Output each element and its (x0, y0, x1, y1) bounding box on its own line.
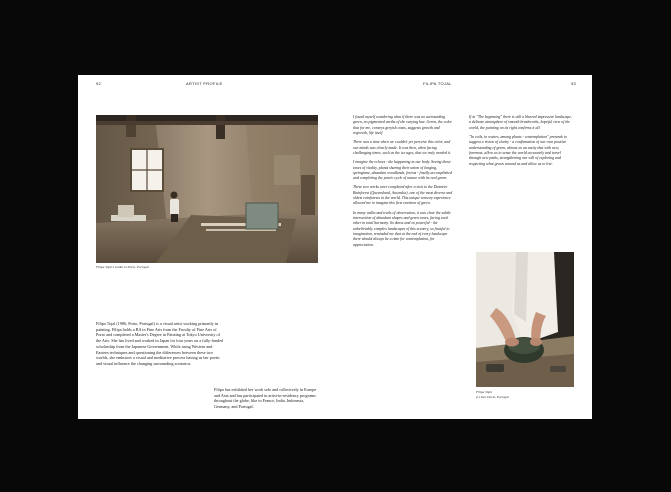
artist-portrait-photo (476, 252, 574, 387)
bio-column-1 (96, 321, 224, 370)
right-page-number: 93 (571, 81, 577, 86)
bio-column-2 (214, 387, 320, 413)
essay-paragraph: "In coils, in waters, among plants - contemplation" pretends to suggest a vision of clarity - a confirmation of our own positive understanding of green, almost as an entity that with new, foremost, allow us to sense the world accurately and travel through new paths, strengthening our will of exploring and respecting what grows around us and allow us to live. (469, 134, 567, 166)
studio-photo-caption: Filipa Tojal's studio in Porto, Portugal (96, 265, 149, 269)
essay-paragraph: These two works were completed after a visit to the Daintree Rainforest (Queensland, Australia), one of the most diverse and oldest rainforests in the world. This unique sensory experience allowed me to imagine this first envision of green. (353, 185, 453, 206)
essay-paragraph: In many walks and trails of observation, it was clear the subtle intersection of abundant shapes and green tones, facing each other in total harmony. So dense and so powerful - the unbelievably complex landscapes of this scenery, so fruitful to imagination, reminded me that at the end of every landscape there should always be a time for contemplation, for appreciation. (353, 210, 451, 247)
portrait-caption-line-1: Filipa Tojal (476, 390, 492, 394)
essay-paragraph: There was a time when we couldn't yet perceive this color, and our minds was clearly made. It was then, when facing challenging times, such as the ice ages, that we truly needed it. (353, 140, 452, 155)
studio-photo (96, 115, 318, 263)
essay-paragraph: I imagine the echoes - the happening in our body. Seeing those tones of vitality, plants sharing their union of longing, springtime, abundant woodlands, forests - finally accomplished and completing the poetic cycle of nature with its real green. (353, 160, 452, 181)
left-page (78, 75, 335, 419)
left-running-head: ARTIST PROFILE (186, 81, 223, 86)
essay-column-1 (353, 115, 455, 252)
bio-paragraph-1: Filipa Tojal (1986, Porto, Portugal) is a visual artist working primarily in painting. Filipa holds a BA in Fine Arts from the Faculty of Fine Arts of Porto and completed a Master's Degree in Painting at Tokyo University of the Arts. She has lived and worked in Japan for four years on a fully-funded scholarship from the Japanese Government. While using Western and Eastern techniques and questioning the differences between these two worlds, she embraces a visual and meditative process having as her poetic and visual influence the changing surrounding scenarios. (96, 321, 224, 366)
right-running-head: FILIPA TOJAL (423, 81, 452, 86)
essay-column-2 (469, 115, 573, 171)
essay-paragraph: If in "The beginning" there is still a blurred impressive landscape, a delicate atmosphere of smooth brushworks, hopeful view of the world, the painting on its right confirms it all. (469, 115, 572, 130)
right-page (335, 75, 592, 419)
left-page-number: 92 (96, 81, 102, 86)
essay-paragraph: I found myself wondering what if there was no surrounding green, no pigmented earths of the varying hue. Green, the color that for me, conveys greyish coats, suggests growth and regrowth, life itself. (353, 115, 453, 135)
portrait-caption-line-2: (c) Ines Dorta, Portugal (476, 395, 509, 399)
bio-paragraph-2: Filipa has exhibited her work solo and collectively in Europe and Asia and has participated in artist-in-residency programs throughout the globe, like in France, India, Indonesia, Germany, and Portugal. (214, 387, 317, 410)
